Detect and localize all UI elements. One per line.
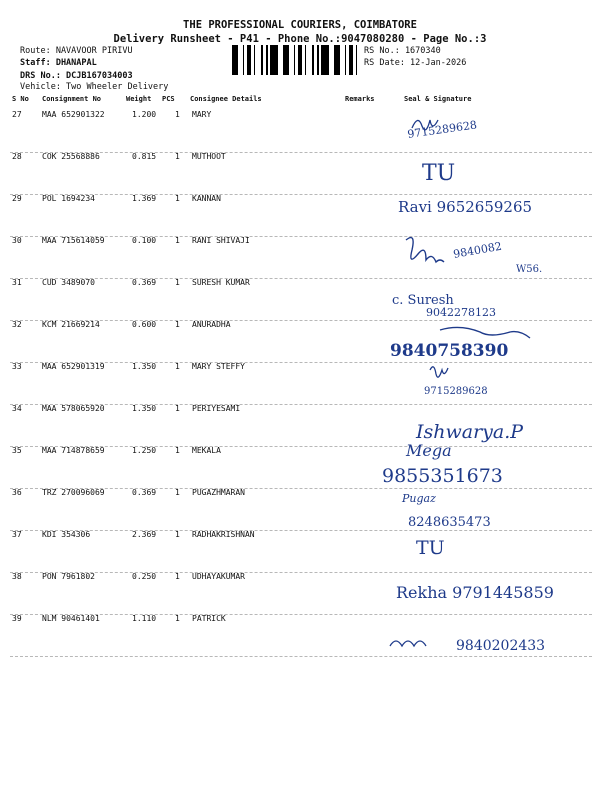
row-weight: 1.200 bbox=[132, 110, 157, 119]
row-sno: 29 bbox=[12, 194, 22, 203]
row-weight: 0.100 bbox=[132, 236, 157, 245]
signature-text: Ishwarya.P bbox=[416, 421, 524, 443]
rs-date: RS Date: 12-Jan-2026 bbox=[364, 58, 467, 68]
signature bbox=[380, 152, 600, 194]
row-pcs: 1 bbox=[175, 236, 180, 245]
row-sno: 36 bbox=[12, 488, 22, 497]
row-consignee: MARY bbox=[192, 110, 212, 119]
signature-phone: 9715289628 bbox=[424, 386, 488, 397]
rs-number: RS No.: 1670340 bbox=[364, 46, 441, 56]
signature-text: Ravi 9652659265 bbox=[398, 198, 533, 216]
route-label: Route: NAVAVOOR PIRIVU bbox=[20, 46, 133, 56]
row-weight: 1.350 bbox=[132, 362, 157, 371]
row-consignee: MEKALA bbox=[192, 446, 221, 455]
row-pcs: 1 bbox=[175, 530, 180, 539]
row-consignment: MAA 652901319 bbox=[42, 362, 105, 371]
row-sno: 35 bbox=[12, 446, 22, 455]
row-pcs: 1 bbox=[175, 152, 180, 161]
row-consignee: MARY STEFFY bbox=[192, 362, 245, 371]
row-consignee: ANURADHA bbox=[192, 320, 231, 329]
signature bbox=[380, 194, 600, 236]
table-row bbox=[10, 530, 592, 573]
col-header-sno: S No bbox=[12, 95, 29, 103]
row-pcs: 1 bbox=[175, 278, 180, 287]
table-row bbox=[10, 110, 592, 153]
signature-text: Mega bbox=[406, 441, 452, 460]
row-weight: 0.369 bbox=[132, 278, 157, 287]
signature bbox=[380, 441, 600, 488]
row-consignment: MAA 714878659 bbox=[42, 446, 105, 455]
signature-text: Pugaz bbox=[402, 492, 436, 505]
row-pcs: 1 bbox=[175, 110, 180, 119]
signature-phone: 9840202433 bbox=[456, 638, 546, 654]
signature-text: c. Suresh bbox=[392, 293, 454, 308]
row-consignment: PON 7961802 bbox=[42, 572, 95, 581]
signature-extra: W56. bbox=[516, 264, 543, 275]
row-pcs: 1 bbox=[175, 320, 180, 329]
table-row bbox=[10, 614, 592, 657]
signature bbox=[380, 488, 600, 530]
signature-phone: 9840758390 bbox=[390, 341, 509, 361]
row-sno: 39 bbox=[12, 614, 22, 623]
vehicle-label: Vehicle: Two Wheeler Delivery bbox=[20, 82, 169, 92]
row-consignee: SURESH KUMAR bbox=[192, 278, 250, 287]
row-weight: 1.110 bbox=[132, 614, 157, 623]
row-sno: 31 bbox=[12, 278, 22, 287]
signature-text: TU bbox=[416, 537, 445, 559]
row-pcs: 1 bbox=[175, 362, 180, 371]
row-consignment: TRZ 270096069 bbox=[42, 488, 105, 497]
row-consignment: NLM 90461401 bbox=[42, 614, 100, 623]
row-consignee: KANNAN bbox=[192, 194, 221, 203]
row-consignee: PATRICK bbox=[192, 614, 226, 623]
row-consignment: CUD 3489070 bbox=[42, 278, 95, 287]
row-pcs: 1 bbox=[175, 194, 180, 203]
row-pcs: 1 bbox=[175, 488, 180, 497]
row-pcs: 1 bbox=[175, 446, 180, 455]
row-weight: 0.815 bbox=[132, 152, 157, 161]
row-consignment: KDI 354306 bbox=[42, 530, 91, 539]
signature bbox=[380, 572, 600, 614]
row-sno: 34 bbox=[12, 404, 22, 413]
table-row bbox=[10, 152, 592, 195]
table-row bbox=[10, 278, 592, 321]
row-pcs: 1 bbox=[175, 614, 180, 623]
table-row bbox=[10, 320, 592, 363]
barcode bbox=[232, 45, 360, 75]
table-row bbox=[10, 236, 592, 279]
row-pcs: 1 bbox=[175, 572, 180, 581]
signature-phone: 9840082 bbox=[452, 239, 503, 261]
row-consignment: POL 1694234 bbox=[42, 194, 95, 203]
table-row bbox=[10, 404, 592, 447]
row-consignee: RADHAKRISHNAN bbox=[192, 530, 255, 539]
row-weight: 1.350 bbox=[132, 404, 157, 413]
row-consignment: MAA 578065920 bbox=[42, 404, 105, 413]
row-consignee: PERIYESAMI bbox=[192, 404, 241, 413]
row-weight: 2.369 bbox=[132, 530, 157, 539]
row-weight: 0.250 bbox=[132, 572, 157, 581]
row-consignee: PUGAZHMARAN bbox=[192, 488, 245, 497]
signature bbox=[380, 362, 600, 404]
row-pcs: 1 bbox=[175, 404, 180, 413]
row-weight: 1.250 bbox=[132, 446, 157, 455]
staff-label: Staff: DHANAPAL bbox=[20, 58, 97, 68]
row-weight: 1.369 bbox=[132, 194, 157, 203]
col-header-weight: Weight bbox=[126, 95, 152, 103]
signature-phone: 9042278123 bbox=[426, 306, 496, 319]
drs-number: DRS No.: DCJB167034003 bbox=[20, 71, 133, 81]
col-header-consignment: Consignment No bbox=[42, 95, 102, 103]
table-row bbox=[10, 362, 592, 405]
signature bbox=[380, 530, 600, 572]
table-row bbox=[10, 441, 592, 489]
row-sno: 27 bbox=[12, 110, 22, 119]
row-sno: 32 bbox=[12, 320, 22, 329]
row-consignee: UDHAYAKUMAR bbox=[192, 572, 245, 581]
signature bbox=[380, 278, 600, 320]
row-sno: 38 bbox=[12, 572, 22, 581]
signature-text: TU bbox=[422, 161, 456, 186]
table-row bbox=[10, 488, 592, 531]
row-weight: 0.600 bbox=[132, 320, 157, 329]
signature-text: Rekha 9791445859 bbox=[396, 583, 554, 602]
row-sno: 37 bbox=[12, 530, 22, 539]
row-consignment: COK 25568886 bbox=[42, 152, 100, 161]
signature-phone: 9855351673 bbox=[382, 465, 503, 487]
row-consignment: MAA 715614059 bbox=[42, 236, 105, 245]
row-sno: 28 bbox=[12, 152, 22, 161]
company-title: THE PROFESSIONAL COURIERS, COIMBATORE bbox=[183, 19, 417, 31]
signature bbox=[380, 614, 600, 656]
signature bbox=[380, 320, 600, 362]
row-consignment: MAA 652901322 bbox=[42, 110, 105, 119]
row-consignment: KCM 21669214 bbox=[42, 320, 100, 329]
runsheet-title: Delivery Runsheet - P41 - Phone No.:9047080280 - Page No.:3 bbox=[113, 33, 487, 45]
col-header-remarks: Remarks bbox=[345, 95, 375, 103]
signature-phone: 8248635473 bbox=[408, 515, 491, 530]
signature bbox=[380, 110, 600, 152]
table-row bbox=[10, 572, 592, 615]
signature bbox=[380, 236, 600, 278]
row-consignee: MUTHOOT bbox=[192, 152, 226, 161]
row-sno: 33 bbox=[12, 362, 22, 371]
table-row bbox=[10, 194, 592, 237]
col-header-pcs: PCS bbox=[162, 95, 175, 103]
row-sno: 30 bbox=[12, 236, 22, 245]
signature bbox=[380, 404, 600, 446]
col-header-seal-signature: Seal & Signature bbox=[404, 95, 472, 103]
row-weight: 0.369 bbox=[132, 488, 157, 497]
col-header-consignee: Consignee Details bbox=[190, 95, 262, 103]
signature-phone: 9715289628 bbox=[406, 118, 478, 141]
row-consignee: RANI SHIVAJI bbox=[192, 236, 250, 245]
